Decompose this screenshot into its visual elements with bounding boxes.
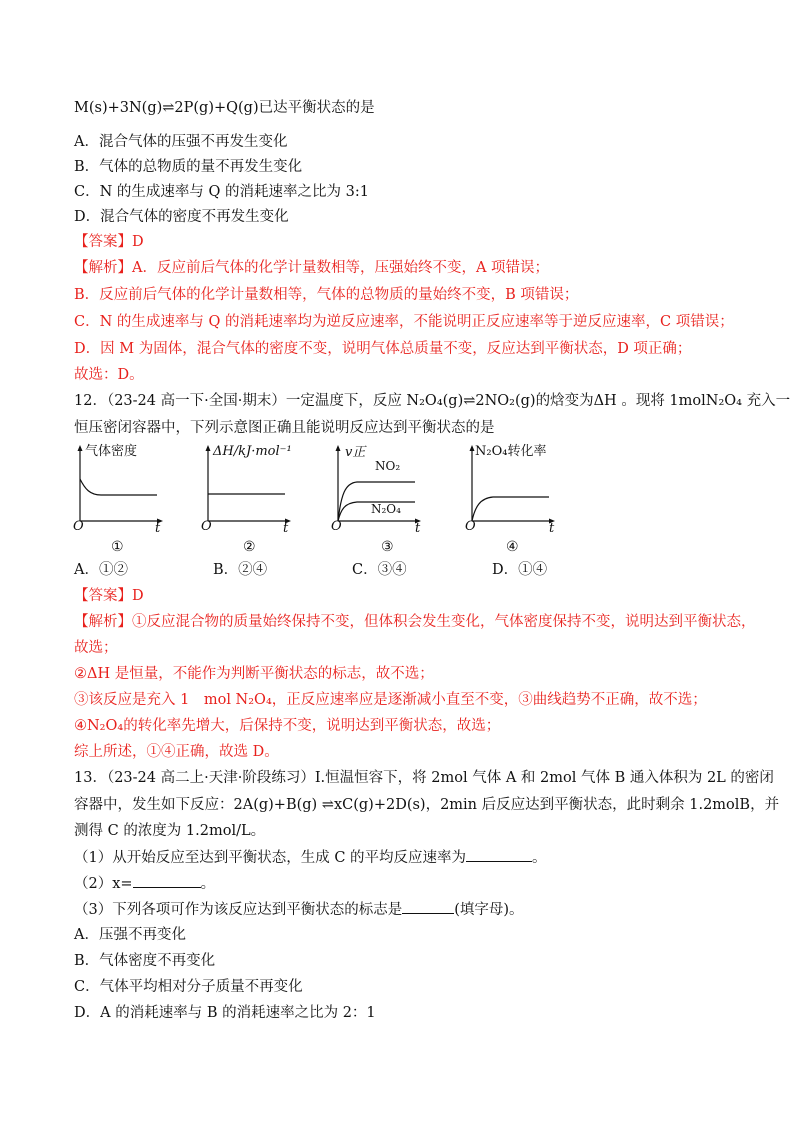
q11-analysis-line: D．因 M 为固体，混合气体的密度不变，说明气体总质量不变，反应达到平衡状态，D 项正确； <box>74 341 692 357</box>
q12-analysis-line: 故选； <box>74 640 118 656</box>
q12-option-b: B．②④ <box>213 562 268 578</box>
graph-x-axis-label: t <box>283 521 289 536</box>
q13-stem-line3: 测得 C 的浓度为 1.2mol/L。 <box>74 823 266 839</box>
answer-blank[interactable] <box>402 899 454 914</box>
q11-analysis-line: B．反应前后气体的化学计量数相等，气体的总物质的量始终不变，B 项错误； <box>74 287 579 303</box>
graph-x-axis-label: t <box>549 521 555 536</box>
q12-analysis-line: 【解析】①反应混合物的质量始终保持不变，但体积会发生变化，气体密度保持不变，说明达到平衡状态， <box>74 614 756 630</box>
q11-option-c: C．N 的生成速率与 Q 的消耗速率之比为 3:1 <box>74 184 369 200</box>
q13-sub2-end: 。 <box>200 876 216 892</box>
q13-stem-line1: 13．（23-24 高二上·天津·阶段练习）Ⅰ.恒温恒容下，将 2mol 气体 A 和 2mol 气体 B 通入体积为 2L 的密闭 <box>74 770 774 786</box>
q13-sub3-text: （3）下列各项可作为该反应达到平衡状态的标志是 <box>74 902 403 918</box>
graph-forward-rate <box>333 445 468 557</box>
q11-analysis-line: 故选：D。 <box>74 367 144 383</box>
answer-blank[interactable] <box>466 847 532 862</box>
q11-answer: 【答案】D <box>74 234 144 250</box>
q12-option-a: A．①② <box>74 562 128 578</box>
q12-stem-line2: 恒压密闭容器中，下列示意图正确且能说明反应达到平衡状态的是 <box>74 420 495 436</box>
q11-option-b: B．气体的总物质的量不再发生变化 <box>74 159 303 175</box>
q11-option-d: D．混合气体的密度不再发生变化 <box>74 209 289 225</box>
graph-n2o4-conversion <box>467 445 602 557</box>
q12-analysis-line: ④N₂O₄的转化率先增大，后保持不变，说明达到平衡状态，故选； <box>74 718 501 734</box>
graph-gas-density <box>75 445 210 557</box>
curve-label-no2: NO₂ <box>375 459 401 473</box>
q12-option-d: D．①④ <box>492 562 548 578</box>
q13-sub1 <box>74 847 547 868</box>
graph-origin: O <box>201 519 212 534</box>
q13-sub1-end: 。 <box>532 850 547 866</box>
graph-caption: ④ <box>506 539 519 555</box>
q12-stem-line1: 12．（23-24 高一下·全国·期末）一定温度下，反应 N₂O₄(g)⇌2NO₂(g)的焓变为ΔH 。现将 1molN₂O₄ 充入一 <box>74 393 791 409</box>
q13-sub3 <box>74 899 524 920</box>
graph-ylabel: ΔH/kJ·mol⁻¹ <box>213 444 292 459</box>
q11-analysis-line: C．N 的生成速率与 Q 的消耗速率均为逆反应速率，不能说明正反应速率等于逆反应速率，C 项错误； <box>74 314 734 330</box>
graph-origin: O <box>73 519 84 534</box>
q11-analysis-line: 【解析】A．反应前后气体的化学计量数相等，压强始终不变，A 项错误； <box>74 260 550 276</box>
q13-sub2 <box>74 873 215 894</box>
answer-blank[interactable] <box>133 873 201 888</box>
q12-analysis-line: ②ΔH 是恒量，不能作为判断平衡状态的标志，故不选； <box>74 666 434 682</box>
q13-option-a: A．压强不再变化 <box>74 927 186 943</box>
graph-caption: ① <box>111 539 124 555</box>
q13-option-c: C．气体平均相对分子质量不再变化 <box>74 979 303 995</box>
graph-ylabel: N₂O₄转化率 <box>475 444 547 459</box>
q13-stem-line2: 容器中，发生如下反应：2A(g)+B(g) ⇌xC(g)+2D(s)，2min 后反应达到平衡状态，此时剩余 1.2molB，并 <box>74 797 780 813</box>
q13-option-b: B．气体密度不再变化 <box>74 953 216 969</box>
q13-option-d: D．A 的消耗速率与 B 的消耗速率之比为 2：1 <box>74 1005 376 1021</box>
q13-sub1-text: （1）从开始反应至达到平衡状态，生成 C 的平均反应速率为 <box>74 850 467 866</box>
graph-delta-h <box>203 445 338 557</box>
graph-x-axis-label: t <box>155 521 161 536</box>
q11-option-a: A．混合气体的压强不再发生变化 <box>74 134 288 150</box>
graph-x-axis-label: t <box>415 521 421 536</box>
q12-analysis-line: 综上所述，①④正确，故选 D。 <box>74 744 279 760</box>
curve-label-n2o4: N₂O₄ <box>371 502 401 516</box>
graph-ylabel: v正 <box>345 445 366 460</box>
graph-caption: ② <box>243 539 256 555</box>
q13-sub2-text: （2）x= <box>74 876 133 892</box>
graph-origin: O <box>331 519 342 534</box>
graph-origin: O <box>465 519 476 534</box>
q12-option-c: C．③④ <box>352 562 407 578</box>
q11-stem: M(s)+3N(g)⇌2P(g)+Q(g)已达平衡状态的是 <box>74 100 375 116</box>
q12-answer: 【答案】D <box>74 588 144 604</box>
q12-analysis-line: ③该反应是充入 1 mol N₂O₄，正反应速率应是逐渐减小直至不变，③曲线趋势不正确，故不选； <box>74 692 707 708</box>
graph-caption: ③ <box>381 539 394 555</box>
graph-ylabel: 气体密度 <box>85 444 138 459</box>
q13-sub3-end: (填字母)。 <box>454 902 524 918</box>
